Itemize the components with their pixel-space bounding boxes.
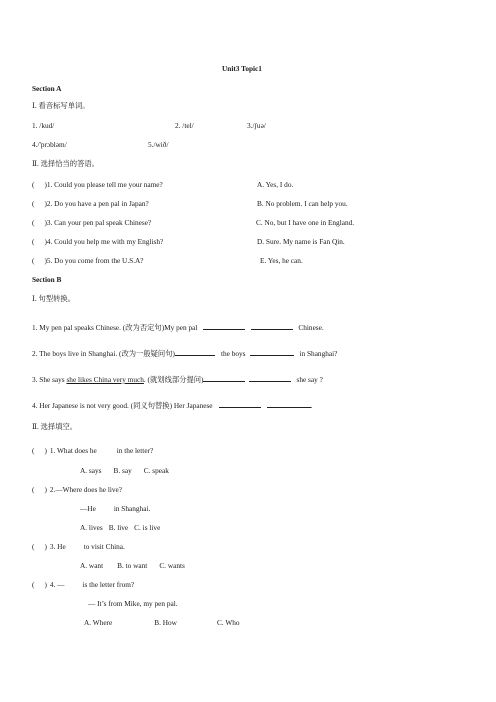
choice-2-options: A. lives B. live C. is live <box>80 523 161 532</box>
choice-question-4: ( ) 4. — is the letter from? <box>32 580 135 589</box>
section-b-heading: Section B <box>32 275 62 284</box>
choice-question-1: ( ) 1. What does he in the letter? <box>32 446 154 455</box>
section-b-part2-title: Ⅱ. 选择填空。 <box>32 422 78 431</box>
choice-4-options: A. Where B. How C. Who <box>84 618 240 627</box>
transform-sentence-4: 4. Her Japanese is not very good. (同义句替换) Her Japanese . <box>32 401 313 410</box>
match-answer-c: C. No, but I have one in England. <box>256 218 355 227</box>
blank-line <box>203 373 245 382</box>
blank-line <box>251 321 293 330</box>
match-answer-b: B. No problem. I can help you. <box>257 199 348 208</box>
match-row-5: ( )5. Do you come from the U.S.A? <box>32 256 144 265</box>
phonetic-item-2: 2. /tel/ <box>175 121 194 130</box>
section-a-heading: Section A <box>32 84 62 93</box>
choice-question-2: ( ) 2.—Where does he live? <box>32 485 123 494</box>
section-a-part1-title: Ⅰ. 看音标写单词。 <box>32 101 90 110</box>
blank-line <box>175 347 215 356</box>
choice-4-line2: — It’s from Mike, my pen pal. <box>88 599 178 608</box>
match-answer-a: A. Yes, I do. <box>257 180 294 189</box>
transform-sentence-1: 1. My pen pal speaks Chinese. (改为否定句)My pen pal Chinese. <box>32 323 324 332</box>
blank-line <box>250 347 294 356</box>
match-answer-d: D. Sure. My name is Fan Qin. <box>257 237 345 246</box>
section-a-part2-title: Ⅱ. 选择恰当的答语。 <box>32 159 99 168</box>
phonetic-item-4: 4./'prɔbləm/ <box>32 140 67 149</box>
blank-line <box>203 321 245 330</box>
section-b-part1-title: Ⅰ. 句型转换。 <box>32 294 76 303</box>
match-row-1: ( )1. Could you please tell me your name? <box>32 180 163 189</box>
choice-question-3: ( ) 3. He to visit China. <box>32 542 125 551</box>
choice-1-options: A. says B. say C. speak <box>80 466 169 475</box>
choice-3-options: A. want B. to want C. wants <box>80 561 185 570</box>
page-title: Unit3 Topic1 <box>222 64 262 73</box>
blank-line <box>267 399 311 408</box>
phonetic-item-3: 3./ʃuə/ <box>247 121 266 130</box>
phonetic-item-1: 1. /kud/ <box>32 121 55 130</box>
match-row-3: ( )3. Can your pen pal speak Chinese? <box>32 218 152 227</box>
phonetic-item-5: 5./wið/ <box>148 140 169 149</box>
blank-line <box>249 373 291 382</box>
blank-line <box>219 399 261 408</box>
match-answer-e: E. Yes, he can. <box>260 256 303 265</box>
match-row-4: ( )4. Could you help me with my English? <box>32 237 164 246</box>
choice-2-line2: —He in Shanghai. <box>80 504 151 513</box>
match-row-2: ( )2. Do you have a pen pal in Japan? <box>32 199 149 208</box>
transform-sentence-3: 3. She says she likes China very much. (就划线部分提问) she say ? <box>32 375 323 384</box>
transform-sentence-2: 2. The boys live in Shanghai. (改为一般疑问句) the boys in Shanghai? <box>32 349 338 358</box>
